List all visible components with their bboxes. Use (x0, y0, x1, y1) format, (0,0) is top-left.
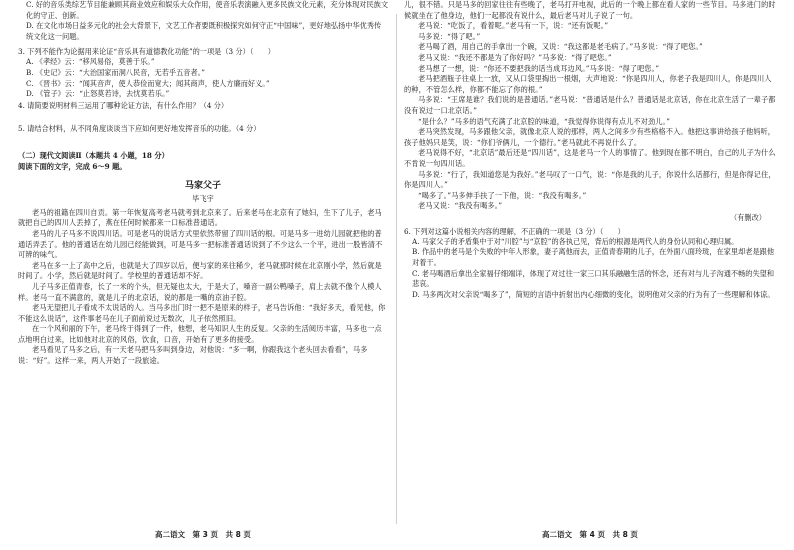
story-paragraph: 马多说：“行了，我知道您是为我好。”老马叹了一口气，说：“你是我的儿子，你说什么话都行，但是你得记住，你是四川人。” (404, 169, 776, 190)
source-note: （有删改） (730, 212, 766, 222)
story-paragraph: 在一个风和丽的下午，老马终于得到了一件，他想，老马知识人生的反复。父亲的生活阅历丰富，马多也一点点地明白过来，比如他对北京的风俗，饮食，口音，开始有了更多的接受。 (18, 324, 382, 344)
story-paragraph: 老马在多一上了高中之后，也就是大了四岁以后，便与家的来往稀少，老马就那时候在北京刚小学，然后就是时间了。小学，然后就是时间了。学校里的普通话却不好。 (18, 260, 382, 281)
story-paragraph: 老马又说：“我还不都是为了你好吗？”马多说：“得了吧您。” (418, 52, 612, 62)
story-paragraph: 老马喝了酒，用自己的手拿出一个碗，又说：“我这都是老毛病了。”马多说：“得了吧您。” (418, 42, 703, 52)
story-paragraph: 老马把酒瓶子往桌上一放，又从口袋里掏出一根烟，大声地说：“你是四川人，你老子我是四川人，你是四川人的种，不管怎么样，你都不能忘了你的根。” (404, 74, 772, 94)
story-paragraph: 老马突然发现，马多跟他父亲，就像北京人说的那样，两人之间多少有些格格不入。他把这事讲给孩子他妈听，孩子他妈只是笑，说：“你们爷俩儿，一个德行。”老马就此不再说什么了。 (404, 127, 776, 147)
story-title: 马家父子 (184, 180, 221, 191)
q4: 4. 请简要说明材料三运用了哪种论证方法，有什么作用？（4 分） (18, 100, 229, 110)
story-paragraph: 儿子马多正值青春，长了一米的个头，但无疑也太大，于是大了，嗓音一副公鸭嗓子，肩上去就不像个人模人样。老马一直不满意的，就是儿子的北京话，说的都是一嘴的京油子腔。 (18, 281, 382, 302)
story-paragraph: 老马想了一想，说：“你还不要把我的话当成耳边风。”马多说：“得了吧您。” (418, 63, 660, 73)
story-paragraph: 老马看见了马多之后，有一天老马把马多叫到身边，对他说：“多一啊，你跟我这个老头回去看看”，马多说：“好”。这样一来，两人开始了一段旅途。 (18, 345, 368, 366)
story-paragraph: 老马无望把儿子看成不太说话的人。当马多出门时一把不是原来的样子，老马告诉他：“我好多天，看见他，你不能这么说话”，这件事老马在儿子面前说过无数次，儿子依然照旧。 (18, 303, 386, 323)
q2-options (18, 0, 388, 42)
q3-option-d: D. 《管子》云：“止怒莫若诗，去忧莫若乐。” (26, 89, 170, 99)
right-page-footer: 高二语文 第 4 页 共 8 页 (542, 530, 638, 539)
story-paragraph: 马多说：“得了吧。” (418, 31, 481, 41)
q3-stem: 3. 下列不能作为论据用来论证“音乐具有道德教化功能”的一项是（3 分）（ ） (18, 47, 275, 57)
story-paragraph: 马多说：“王席是谁？我们说的是普通话。”老马说：“普通话是什么？普通话是北京话，你在北京生活了一辈子都没有说过一口北京话。” (404, 95, 776, 115)
story-paragraph: 儿，很不错。只是马多的回家往往有些晚了，老马打开电视，此后的一个晚上都在看人家的一些节目。马多进门的时候就坐在了他身边，他们一起都没有说什么，最后老马对儿子说了一句。 (404, 0, 776, 20)
story-paragraph: “喝多了。”马多伸手扶了一下他，说：“我没有喝多。” (418, 190, 587, 200)
story-paragraph: 老马又说：“我没有喝多。” (418, 201, 503, 211)
story-paragraph: 老马说得不好，“北京话”最后还是“四川话”，这是老马一个人的事情了。他到现在都不明白，自己的儿子为什么不肯说一句四川话。 (404, 148, 776, 168)
story-paragraph: 老马说：“吃饭了，看着呢。”老马有一下，说：“还有饭呢。” (418, 21, 609, 31)
section-instruction: 阅读下面的文字，完成 6～9 题。 (18, 161, 127, 171)
q6-option-b: B. 作品中的老马是个失败的中年人形象，妻子离他而去，正值青春期的儿子，在外面八面玲珑，在家里却老是跟他对着干。 (412, 247, 775, 268)
q2-option-c: C. 好的音乐类综艺节目能兼顾其商业效应和娱乐大众作用，使音乐表演融入更多民族文化元素，充分体现对民族文化的守正、创新。 (26, 0, 388, 20)
column-divider (396, 14, 397, 524)
right-page (404, 0, 776, 550)
q3-option-c: C. 《晋书》云：“闻其音声，使人恭俭而宽大；闻其商声，使人方廉而好义。” (26, 78, 270, 88)
story-paragraph: “是什么？”马多的语气充满了北京腔的味道，“我觉得你说得有点儿不对劲儿。” (418, 116, 670, 126)
story-author: 毕飞宇 (192, 193, 214, 203)
q3-option-b: B. 《史记》云：“大治国家而洞八民音，无若乎五音者。” (26, 67, 205, 77)
left-page (18, 0, 388, 550)
left-page-footer: 高二语文 第 3 页 共 8 页 (155, 530, 251, 539)
q6-option-d: D. 马多两次对父亲说“喝多了”，简短的言语中折射出内心细微的变化，说明他对父亲的行为有了一些理解和体谅。 (412, 289, 775, 299)
q6-option-a: A. 马家父子的矛盾集中于对“川腔”与“京腔”的各执己见，背后的根源是两代人的身份认同和心理归属。 (412, 236, 739, 246)
q6-option-c: C. 老马喝酒后拿出全家福仔细端详，体现了对过往一家三口其乐融融生活的怀念，还有对与儿子沟通不畅的失望和悲哀。 (412, 268, 775, 289)
story-paragraph: 老马的儿子马多不说四川话。可是老马的说话方式里依然带留了四川话的根。可是马多一进幼儿园就把他的普通话弄丢了。他的普通话在幼儿园已经能做到，可是马多一把标准普通话说到了不少这么一个平，进出一股皆清不可辨的味气。 (18, 228, 383, 260)
q6-stem: 6. 下列对这篇小说相关内容的理解，不正确的一项是（3 分）（ ） (404, 226, 625, 236)
section-heading: （二）现代文阅读Ⅱ（本题共 4 小题，18 分） (18, 150, 169, 160)
story-paragraph: 老马的祖籍在四川自贡。第一年恢复高考老马就考到北京来了。后来老马在北京有了她妇，生下了儿子，老马就把自己的四川人丢掉了，燕在任何时候都来一口标准普通话。 (18, 207, 382, 228)
q5: 5. 请结合材料，从不同角度谈谈当下应如何更好地发挥音乐的功能。（4 分） (18, 123, 261, 133)
q3-option-a: A. 《孝经》云：“移风易俗，莫善于乐。” (26, 57, 155, 67)
q2-option-d: D. 在文化市场日益多元化的社会大背景下，文艺工作者要既积极探究如何守正“中国味”，更好地弘扬中华优秀传统文化这一问题。 (26, 21, 382, 41)
